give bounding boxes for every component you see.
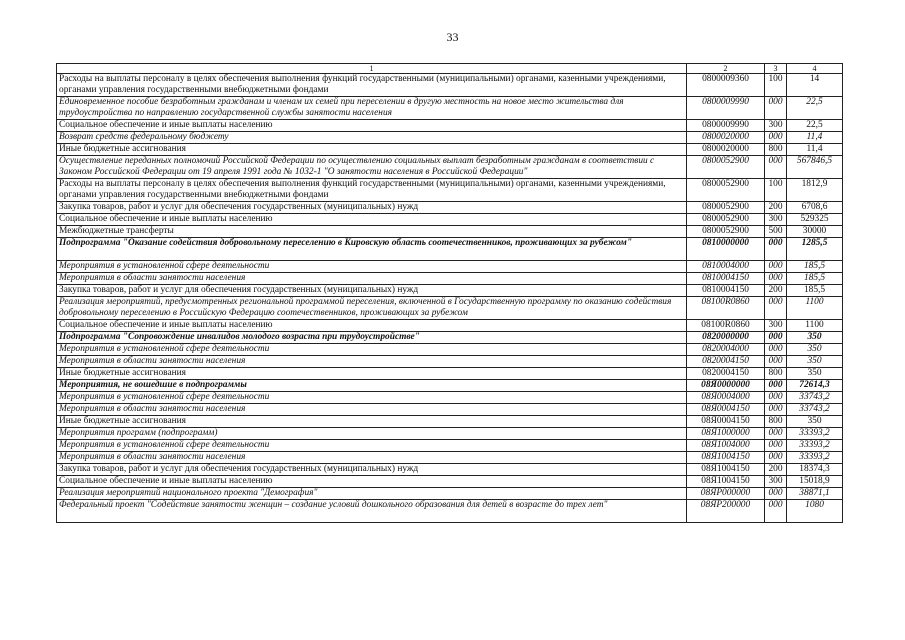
row-amount-cell: 11,4 bbox=[787, 144, 843, 156]
table-row bbox=[57, 132, 843, 144]
row-name-cell: Иные бюджетные ассигнования bbox=[57, 368, 687, 380]
table-row bbox=[57, 285, 843, 297]
row-type-cell: 000 bbox=[765, 344, 787, 356]
row-name-cell: Мероприятия в области занятости населения bbox=[57, 356, 687, 368]
row-type-cell: 200 bbox=[765, 464, 787, 476]
row-name-cell: Мероприятия, не вошедшие в подпрограммы bbox=[57, 380, 687, 392]
row-name-cell: Единовременное пособие безработным гражданам и членам их семей при переселении в другую местность на новое место жительства для трудоустройства по направлению государственной службы занятости населения bbox=[57, 97, 687, 120]
row-amount-cell: 18374,3 bbox=[787, 464, 843, 476]
row-type-cell: 300 bbox=[765, 120, 787, 132]
table-row bbox=[57, 179, 843, 202]
row-amount-cell: 350 bbox=[787, 368, 843, 380]
table-row bbox=[57, 416, 843, 428]
row-type-cell: 100 bbox=[765, 179, 787, 202]
row-type-cell: 000 bbox=[765, 261, 787, 273]
row-amount-cell: 350 bbox=[787, 416, 843, 428]
row-type-cell: 000 bbox=[765, 238, 787, 261]
table-row bbox=[57, 368, 843, 380]
table-row bbox=[57, 332, 843, 344]
row-amount-cell: 567846,5 bbox=[787, 156, 843, 179]
row-name-cell: Мероприятия в установленной сфере деятельности bbox=[57, 392, 687, 404]
row-name-cell: Федеральный проект "Содействие занятости женщин – создание условий дошкольного образования для детей в возрасте до трех лет" bbox=[57, 500, 687, 523]
header-cell-code: 2 bbox=[687, 64, 765, 74]
row-name-cell: Закупка товаров, работ и услуг для обеспечения государственных (муниципальных) нужд bbox=[57, 285, 687, 297]
row-type-cell: 000 bbox=[765, 428, 787, 440]
row-amount-cell: 185,5 bbox=[787, 261, 843, 273]
row-code-cell: 08ЯP000000 bbox=[687, 488, 765, 500]
row-amount-cell: 529325 bbox=[787, 214, 843, 226]
row-code-cell: 0800052900 bbox=[687, 226, 765, 238]
row-name-cell: Подпрограмма "Сопровождение инвалидов молодого возраста при трудоустройстве" bbox=[57, 332, 687, 344]
row-code-cell: 08Я0004150 bbox=[687, 404, 765, 416]
row-amount-cell: 185,5 bbox=[787, 285, 843, 297]
row-code-cell: 0820004000 bbox=[687, 344, 765, 356]
table-row bbox=[57, 238, 843, 261]
table-row bbox=[57, 380, 843, 392]
header-cell-name: 1 bbox=[57, 64, 687, 74]
table-row bbox=[57, 500, 843, 523]
row-amount-cell: 33743,2 bbox=[787, 392, 843, 404]
row-name-cell: Иные бюджетные ассигнования bbox=[57, 144, 687, 156]
row-type-cell: 300 bbox=[765, 214, 787, 226]
row-type-cell: 000 bbox=[765, 488, 787, 500]
row-type-cell: 000 bbox=[765, 452, 787, 464]
row-type-cell: 000 bbox=[765, 156, 787, 179]
row-amount-cell: 1285,5 bbox=[787, 238, 843, 261]
row-name-cell: Реализация мероприятий национального проекта "Демография" bbox=[57, 488, 687, 500]
table-row bbox=[57, 320, 843, 332]
table-row bbox=[57, 97, 843, 120]
row-code-cell: 08Я1000000 bbox=[687, 428, 765, 440]
row-code-cell: 0800009990 bbox=[687, 97, 765, 120]
row-name-cell: Мероприятия в установленной сфере деятельности bbox=[57, 344, 687, 356]
row-type-cell: 000 bbox=[765, 440, 787, 452]
table-row bbox=[57, 476, 843, 488]
row-code-cell: 0800052900 bbox=[687, 156, 765, 179]
header-cell-type: 3 bbox=[765, 64, 787, 74]
row-name-cell: Возврат средств федеральному бюджету bbox=[57, 132, 687, 144]
row-amount-cell: 1812,9 bbox=[787, 179, 843, 202]
row-name-cell: Закупка товаров, работ и услуг для обеспечения государственных (муниципальных) нужд bbox=[57, 202, 687, 214]
row-amount-cell: 22,5 bbox=[787, 97, 843, 120]
row-code-cell: 08Я0004000 bbox=[687, 392, 765, 404]
row-type-cell: 800 bbox=[765, 368, 787, 380]
row-name-cell: Подпрограмма "Оказание содействия добровольному переселению в Кировскую область соотечественников, проживающих за рубежом" bbox=[57, 238, 687, 261]
row-type-cell: 000 bbox=[765, 500, 787, 523]
row-name-cell: Мероприятия в области занятости населения bbox=[57, 273, 687, 285]
row-name-cell: Мероприятия программ (подпрограмм) bbox=[57, 428, 687, 440]
row-name-cell: Закупка товаров, работ и услуг для обеспечения государственных (муниципальных) нужд bbox=[57, 464, 687, 476]
row-amount-cell: 350 bbox=[787, 356, 843, 368]
table-row bbox=[57, 120, 843, 132]
row-code-cell: 08100R0860 bbox=[687, 297, 765, 320]
table-row bbox=[57, 226, 843, 238]
row-amount-cell: 72614,3 bbox=[787, 380, 843, 392]
row-code-cell: 0810004150 bbox=[687, 285, 765, 297]
row-code-cell: 08Я0000000 bbox=[687, 380, 765, 392]
table-row bbox=[57, 404, 843, 416]
row-type-cell: 500 bbox=[765, 226, 787, 238]
row-code-cell: 0800052900 bbox=[687, 179, 765, 202]
row-code-cell: 08100R0860 bbox=[687, 320, 765, 332]
row-code-cell: 08Я0004150 bbox=[687, 416, 765, 428]
row-type-cell: 000 bbox=[765, 97, 787, 120]
row-code-cell: 0810004000 bbox=[687, 261, 765, 273]
table-row bbox=[57, 464, 843, 476]
row-code-cell: 0800020000 bbox=[687, 144, 765, 156]
row-type-cell: 300 bbox=[765, 476, 787, 488]
row-type-cell: 000 bbox=[765, 332, 787, 344]
row-code-cell: 0800052900 bbox=[687, 202, 765, 214]
row-type-cell: 300 bbox=[765, 320, 787, 332]
row-code-cell: 0800020000 bbox=[687, 132, 765, 144]
row-code-cell: 0800009990 bbox=[687, 120, 765, 132]
row-type-cell: 000 bbox=[765, 404, 787, 416]
row-name-cell: Расходы на выплаты персоналу в целях обеспечения выполнения функций государственными (муниципальными) органами, казенными учреждениями, органами управления государственными внебюджетными фондами bbox=[57, 179, 687, 202]
table-row bbox=[57, 261, 843, 273]
row-name-cell: Мероприятия в установленной сфере деятельности bbox=[57, 261, 687, 273]
row-type-cell: 200 bbox=[765, 202, 787, 214]
table-header-row bbox=[57, 64, 843, 74]
table-row bbox=[57, 452, 843, 464]
row-code-cell: 0810004150 bbox=[687, 273, 765, 285]
table-row bbox=[57, 156, 843, 179]
row-name-cell: Мероприятия в области занятости населения bbox=[57, 452, 687, 464]
table-row bbox=[57, 144, 843, 156]
table-row bbox=[57, 392, 843, 404]
row-type-cell: 000 bbox=[765, 297, 787, 320]
row-type-cell: 800 bbox=[765, 416, 787, 428]
row-amount-cell: 1100 bbox=[787, 297, 843, 320]
row-type-cell: 000 bbox=[765, 273, 787, 285]
row-type-cell: 000 bbox=[765, 132, 787, 144]
row-type-cell: 000 bbox=[765, 380, 787, 392]
table-row bbox=[57, 74, 843, 97]
table-row bbox=[57, 440, 843, 452]
table-row bbox=[57, 273, 843, 285]
row-name-cell: Межбюджетные трансферты bbox=[57, 226, 687, 238]
table-row bbox=[57, 214, 843, 226]
row-name-cell: Мероприятия в области занятости населения bbox=[57, 404, 687, 416]
row-code-cell: 0820004150 bbox=[687, 356, 765, 368]
row-name-cell: Социальное обеспечение и иные выплаты населению bbox=[57, 120, 687, 132]
table-row bbox=[57, 428, 843, 440]
row-amount-cell: 14 bbox=[787, 74, 843, 97]
row-amount-cell: 15018,9 bbox=[787, 476, 843, 488]
table-row bbox=[57, 488, 843, 500]
row-code-cell: 08Я1004150 bbox=[687, 476, 765, 488]
row-amount-cell: 350 bbox=[787, 344, 843, 356]
row-name-cell: Иные бюджетные ассигнования bbox=[57, 416, 687, 428]
row-amount-cell: 185,5 bbox=[787, 273, 843, 285]
row-name-cell: Реализация мероприятий, предусмотренных региональной программой переселения, включенной в Государственную программу по оказанию содействия добровольному переселению в Российскую Федерацию соотечественников, проживающих за рубежом bbox=[57, 297, 687, 320]
table-row bbox=[57, 202, 843, 214]
row-name-cell: Социальное обеспечение и иные выплаты населению bbox=[57, 476, 687, 488]
row-code-cell: 08Я1004150 bbox=[687, 464, 765, 476]
table-row bbox=[57, 356, 843, 368]
row-type-cell: 800 bbox=[765, 144, 787, 156]
row-type-cell: 100 bbox=[765, 74, 787, 97]
row-amount-cell: 30000 bbox=[787, 226, 843, 238]
header-cell-amount: 4 bbox=[787, 64, 843, 74]
row-amount-cell: 1100 bbox=[787, 320, 843, 332]
row-type-cell: 200 bbox=[765, 285, 787, 297]
row-type-cell: 000 bbox=[765, 356, 787, 368]
row-code-cell: 0800009360 bbox=[687, 74, 765, 97]
row-amount-cell: 33393,2 bbox=[787, 452, 843, 464]
budget-table bbox=[56, 63, 843, 523]
row-amount-cell: 33393,2 bbox=[787, 428, 843, 440]
table-row bbox=[57, 297, 843, 320]
row-amount-cell: 33743,2 bbox=[787, 404, 843, 416]
row-amount-cell: 38871,1 bbox=[787, 488, 843, 500]
row-amount-cell: 350 bbox=[787, 332, 843, 344]
row-code-cell: 0820000000 bbox=[687, 332, 765, 344]
row-code-cell: 0820004150 bbox=[687, 368, 765, 380]
row-name-cell: Расходы на выплаты персоналу в целях обеспечения выполнения функций государственными (муниципальными) органами, казенными учреждениями, органами управления государственными внебюджетными фондами bbox=[57, 74, 687, 97]
row-code-cell: 08Я1004150 bbox=[687, 452, 765, 464]
table-row bbox=[57, 344, 843, 356]
row-amount-cell: 1080 bbox=[787, 500, 843, 523]
row-name-cell: Социальное обеспечение и иные выплаты населению bbox=[57, 214, 687, 226]
row-amount-cell: 11,4 bbox=[787, 132, 843, 144]
row-amount-cell: 6708,6 bbox=[787, 202, 843, 214]
row-code-cell: 08ЯP200000 bbox=[687, 500, 765, 523]
row-name-cell: Осуществление переданных полномочий Российской Федерации по осуществлению социальных выплат безработным гражданам в соответствии с Законом Российской Федерации от 19 апреля 1991 года № 1032-1 "О занятости населения в Российской Федерации" bbox=[57, 156, 687, 179]
row-code-cell: 08Я1004000 bbox=[687, 440, 765, 452]
row-type-cell: 000 bbox=[765, 392, 787, 404]
row-amount-cell: 22,5 bbox=[787, 120, 843, 132]
row-code-cell: 0810000000 bbox=[687, 238, 765, 261]
row-name-cell: Социальное обеспечение и иные выплаты населению bbox=[57, 320, 687, 332]
row-name-cell: Мероприятия в установленной сфере деятельности bbox=[57, 440, 687, 452]
page-number: 33 bbox=[446, 30, 459, 44]
row-code-cell: 0800052900 bbox=[687, 214, 765, 226]
row-amount-cell: 33393,2 bbox=[787, 440, 843, 452]
